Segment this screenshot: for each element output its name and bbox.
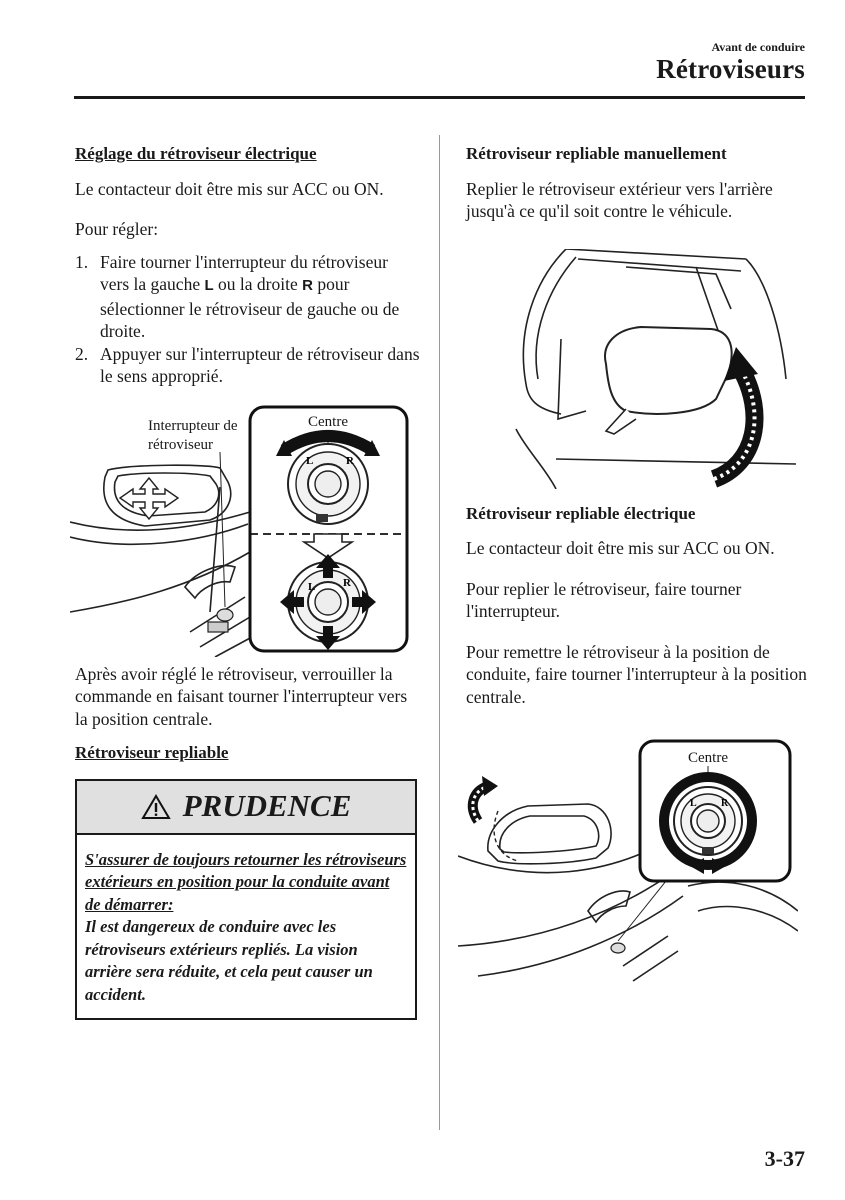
power-mirror-intro: Le contacteur doit être mis sur ACC ou ON. [75,178,384,199]
electric-fold-figure [458,736,798,986]
manual-fold-illustration [466,249,796,489]
step-text-part: pour sélectionner le rétroviseur de gauche ou de droite. [100,274,400,341]
left-column [75,143,420,1020]
dial-right-label-2: R [343,576,351,589]
manual-fold-heading: Rétroviseur repliable manuellement [466,144,727,163]
dial-right-label-3: R [721,798,729,809]
switch-label-line2: rétroviseur [148,436,213,453]
switch-label-line1: Interrupteur de [148,417,238,434]
step-text-part: ou la droite [213,274,303,294]
header-rule [74,96,805,99]
step-number: 1. [75,251,89,272]
manual-fold-figure [466,249,796,489]
caution-title: PRUDENCE [182,788,352,824]
caution-text: Il est dangereux de conduire avec les rétroviseurs extérieurs repliés. La vision arrière sera réduite, et cela peut causer un accident. [85,917,373,1004]
folding-heading: Rétroviseur repliable [75,743,229,762]
dial-right-label: R [346,454,354,467]
step-1 [75,251,420,343]
mirror-switch-figure [70,402,415,657]
power-mirror-lead: Pour régler: [75,219,159,239]
step-2 [75,343,420,388]
column-divider [439,135,440,1130]
electric-fold-intro: Le contacteur doit être mis sur ACC ou ON. [466,538,775,558]
center-label: Centre [308,413,348,430]
after-adjust-text: Après avoir réglé le rétroviseur, verrouiller la commande en faisant tourner l'interrupteur vers la position centrale. [75,663,408,729]
dial-left-label-2: L [308,580,316,593]
manual-fold-text: Replier le rétroviseur extérieur vers l'arrière jusqu'à ce qu'il soit contre le véhicule. [466,178,773,221]
step-text [100,251,420,343]
mirror-switch-illustration [70,402,415,657]
page-title: Rétroviseurs [656,54,805,84]
page-number: 3-37 [764,1146,805,1171]
step-text-part: Faire tourner l'interrupteur du rétroviseur vers la gauche [100,251,388,294]
dial-left-label: L [306,454,314,467]
electric-fold-illustration [458,736,798,986]
step-number: 2. [75,343,89,364]
caution-underlined-text: S'assurer de toujours retourner les rétroviseurs extérieurs en position pour la conduite avant de démarrer: [85,849,407,914]
electric-fold-text: Pour replier le rétroviseur, faire tourner l'interrupteur. [466,578,742,621]
center-label-2: Centre [688,750,728,766]
power-mirror-heading: Réglage du rétroviseur électrique [75,144,317,163]
electric-unfold-text: Pour remettre le rétroviseur à la position de conduite, faire tourner l'interrupteur à la position centrale. [466,641,807,707]
dial-left-label-3: L [690,798,697,809]
letter-r: R [302,277,313,294]
caution-header [77,781,415,835]
electric-fold-heading: Rétroviseur repliable électrique [466,503,696,523]
adjust-steps [75,251,420,388]
caution-body [77,835,415,1019]
warning-triangle-icon [141,794,171,820]
header-section: Avant de conduire [711,40,805,54]
right-column [466,143,811,986]
letter-l: L [204,277,214,294]
caution-box [75,779,417,1021]
step-text: Appuyer sur l'interrupteur de rétroviseur dans le sens approprié. [100,343,420,386]
